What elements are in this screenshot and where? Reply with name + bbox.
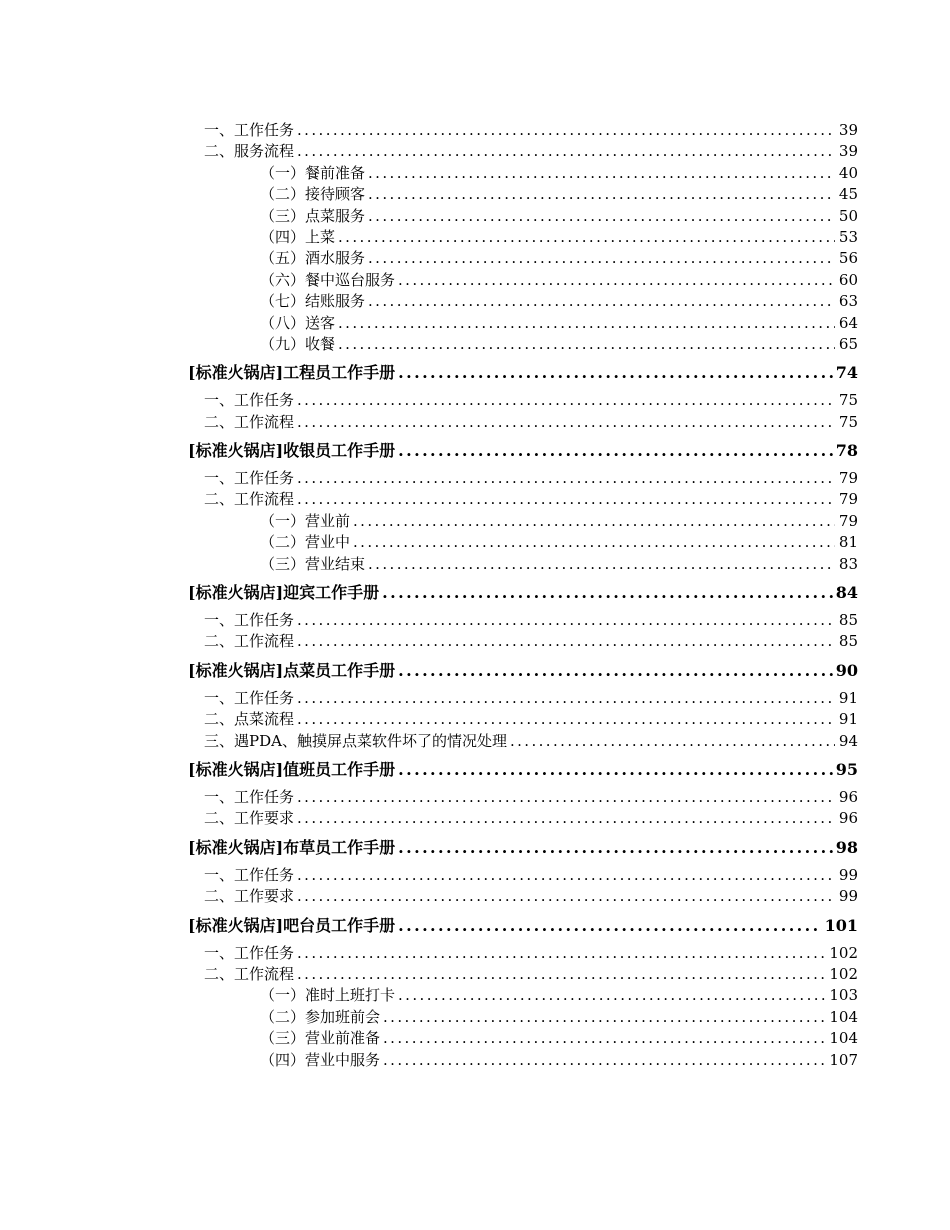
toc-entry[interactable]: [0, 247, 858, 268]
toc-entry[interactable]: [0, 389, 858, 410]
toc-dot-leader: [297, 944, 826, 962]
toc-entry-title: （一）餐前准备: [260, 163, 366, 182]
toc-entry-title: [标准火锅店]吧台员工作手册: [188, 915, 396, 935]
toc-entry-title: （二）营业中: [260, 533, 351, 552]
toc-entry[interactable]: [0, 984, 858, 1005]
toc-page-number: 103: [829, 986, 858, 1005]
toc-dot-leader: [297, 809, 835, 827]
toc-dot-leader: [398, 271, 835, 289]
toc-page-number: 75: [838, 391, 858, 410]
toc-entry[interactable]: [0, 1049, 858, 1070]
toc-entry-title: （一）营业前: [260, 511, 351, 530]
toc-entry[interactable]: [0, 119, 858, 140]
toc-entry[interactable]: [0, 269, 858, 290]
toc-entry[interactable]: [0, 553, 858, 574]
toc-dot-leader: [398, 661, 833, 680]
toc-entry[interactable]: [0, 162, 858, 183]
toc-entry[interactable]: [0, 467, 858, 488]
toc-dot-leader: [368, 249, 835, 267]
toc-page-number: 79: [838, 511, 858, 530]
toc-dot-leader: [297, 788, 835, 806]
toc-entry[interactable]: [0, 730, 858, 751]
toc-entry-title: [标准火锅店]布草员工作手册: [188, 837, 396, 857]
toc-dot-leader: [368, 164, 835, 182]
toc-page-number: 91: [838, 688, 858, 707]
toc-entry-title: （三）营业前准备: [260, 1029, 381, 1048]
toc-entry[interactable]: [0, 687, 858, 708]
toc-entry-title: [标准火锅店]值班员工作手册: [188, 759, 396, 779]
toc-entry-title: （四）上菜: [260, 227, 336, 246]
toc-dot-leader: [297, 490, 835, 508]
toc-page-number: 53: [838, 227, 858, 246]
toc-entry[interactable]: [0, 290, 858, 311]
toc-page-number: 102: [829, 943, 858, 962]
toc-entry[interactable]: [0, 963, 858, 984]
toc-page-number: 104: [829, 1029, 858, 1048]
toc-chapter-entry[interactable]: [0, 757, 858, 781]
toc-dot-leader: [383, 1008, 826, 1026]
toc-dot-leader: [398, 916, 821, 935]
toc-entry-title: 二、工作流程: [204, 964, 295, 983]
toc-entry-title: （九）收餐: [260, 334, 336, 353]
toc-entry-title: [标准火锅店]收银员工作手册: [188, 441, 396, 461]
toc-page-number: 45: [838, 185, 858, 204]
toc-entry[interactable]: [0, 1027, 858, 1048]
toc-entry[interactable]: [0, 786, 858, 807]
toc-dot-leader: [368, 555, 835, 573]
toc-page-number: 85: [838, 632, 858, 651]
toc-page-number: 84: [835, 583, 858, 603]
toc-entry-title: 二、工作流程: [204, 632, 295, 651]
toc-page-number: 94: [838, 731, 858, 750]
toc-page-number: 64: [838, 313, 858, 332]
toc-dot-leader: [297, 611, 835, 629]
toc-page-number: 79: [838, 469, 858, 488]
toc-entry-title: [标准火锅店]点菜员工作手册: [188, 660, 396, 680]
toc-entry[interactable]: [0, 205, 858, 226]
toc-chapter-entry[interactable]: [0, 580, 858, 604]
toc-dot-leader: [297, 413, 835, 431]
toc-entry-title: （二）接待顾客: [260, 185, 366, 204]
toc-dot-leader: [297, 710, 835, 728]
toc-dot-leader: [297, 689, 835, 707]
toc-entry-title: [标准火锅店]工程员工作手册: [188, 363, 396, 383]
toc-entry[interactable]: [0, 885, 858, 906]
toc-page-number: 102: [829, 964, 858, 983]
toc-entry-title: 二、点菜流程: [204, 710, 295, 729]
toc-dot-leader: [383, 1051, 826, 1069]
toc-chapter-entry[interactable]: [0, 835, 858, 859]
toc-page-number: 96: [838, 787, 858, 806]
toc-entry-title: 一、工作任务: [204, 865, 295, 884]
toc-entry-title: 一、工作任务: [204, 391, 295, 410]
toc-entry-title: （四）营业中服务: [260, 1050, 381, 1069]
toc-dot-leader: [398, 838, 833, 857]
toc-dot-leader: [398, 760, 833, 779]
toc-entry-title: （三）营业结束: [260, 554, 366, 573]
toc-chapter-entry[interactable]: [0, 438, 858, 462]
toc-dot-leader: [383, 1029, 826, 1047]
toc-entry[interactable]: [0, 140, 858, 161]
toc-entry-title: 二、工作流程: [204, 412, 295, 431]
toc-page-number: 81: [838, 533, 858, 552]
toc-entry[interactable]: [0, 226, 858, 247]
toc-entry-title: 一、工作任务: [204, 469, 295, 488]
toc-entry-title: 二、工作要求: [204, 809, 295, 828]
toc-page-number: 63: [838, 292, 858, 311]
toc-page-number: 96: [838, 809, 858, 828]
toc-entry[interactable]: [0, 488, 858, 509]
toc-page-number: 90: [835, 660, 858, 680]
toc-dot-leader: [510, 732, 835, 750]
toc-dot-leader: [353, 533, 835, 551]
toc-dot-leader: [297, 965, 826, 983]
toc-chapter-entry[interactable]: [0, 913, 858, 937]
toc-page-number: 85: [838, 611, 858, 630]
toc-page-number: 91: [838, 710, 858, 729]
toc-entry[interactable]: [0, 312, 858, 333]
toc-dot-leader: [297, 142, 835, 160]
toc-page-number: 60: [838, 270, 858, 289]
toc-entry-title: 一、工作任务: [204, 611, 295, 630]
toc-page-number: 39: [838, 121, 858, 139]
toc-page-number: 40: [838, 163, 858, 182]
toc-entry-title: 二、工作要求: [204, 887, 295, 906]
toc-page-number: 50: [838, 206, 858, 225]
toc-chapter-entry[interactable]: [0, 360, 858, 384]
toc-entry-title: 一、工作任务: [204, 787, 295, 806]
toc-dot-leader: [297, 866, 835, 884]
toc-entry-title: （二）参加班前会: [260, 1007, 381, 1026]
toc-entry-title: （八）送客: [260, 313, 336, 332]
toc-entry[interactable]: [0, 531, 858, 552]
toc-entry-title: （七）结账服务: [260, 292, 366, 311]
toc-page-number: 78: [835, 441, 858, 461]
toc-entry[interactable]: [0, 942, 858, 963]
toc-entry[interactable]: [0, 510, 858, 531]
toc-entry-title: 三、遇PDA、触摸屏点菜软件坏了的情况处理: [204, 731, 507, 750]
toc-entry-title: 一、工作任务: [204, 121, 295, 139]
toc-page-number: 101: [824, 915, 858, 935]
toc-dot-leader: [368, 185, 835, 203]
toc-entry[interactable]: [0, 333, 858, 354]
toc-entry-title: 二、工作流程: [204, 490, 295, 509]
toc-entry[interactable]: [0, 1006, 858, 1027]
toc-entry[interactable]: [0, 183, 858, 204]
toc-entry[interactable]: [0, 864, 858, 885]
toc-dot-leader: [368, 292, 835, 310]
toc-page-number: 99: [838, 887, 858, 906]
toc-entry-title: 一、工作任务: [204, 688, 295, 707]
toc-entry-title: 一、工作任务: [204, 943, 295, 962]
toc-dot-leader: [338, 314, 835, 332]
toc-page-number: 65: [838, 334, 858, 353]
toc-dot-leader: [297, 887, 835, 905]
toc-dot-leader: [297, 391, 835, 409]
toc-entry[interactable]: [0, 807, 858, 828]
toc-entry-title: （六）餐中巡台服务: [260, 270, 396, 289]
toc-dot-leader: [398, 986, 826, 1004]
toc-page-number: 39: [838, 142, 858, 161]
toc-page-number: 99: [838, 865, 858, 884]
toc-chapter-entry[interactable]: [0, 658, 858, 682]
toc-entry-title: [标准火锅店]迎宾工作手册: [188, 583, 380, 603]
toc-page-number: 79: [838, 490, 858, 509]
toc-entry-title: （三）点菜服务: [260, 206, 366, 225]
toc-page-number: 74: [835, 363, 858, 383]
toc-entry[interactable]: [0, 609, 858, 630]
table-of-contents: [0, 119, 950, 1070]
toc-dot-leader: [338, 335, 835, 353]
toc-page-number: 107: [829, 1050, 858, 1069]
toc-page-number: 104: [829, 1007, 858, 1026]
toc-entry[interactable]: [0, 630, 858, 651]
toc-dot-leader: [297, 121, 835, 139]
toc-page-number: 75: [838, 412, 858, 431]
toc-dot-leader: [297, 469, 835, 487]
toc-entry[interactable]: [0, 708, 858, 729]
toc-page-number: 83: [838, 554, 858, 573]
toc-dot-leader: [353, 512, 835, 530]
toc-page-number: 98: [835, 837, 858, 857]
toc-entry-title: （一）准时上班打卡: [260, 986, 396, 1005]
toc-entry-title: 二、服务流程: [204, 142, 295, 161]
toc-dot-leader: [382, 583, 833, 602]
toc-entry-title: （五）酒水服务: [260, 249, 366, 268]
toc-dot-leader: [398, 363, 833, 382]
toc-entry[interactable]: [0, 411, 858, 432]
toc-page-number: 95: [835, 759, 858, 779]
toc-dot-leader: [368, 207, 835, 225]
toc-dot-leader: [398, 441, 833, 460]
toc-dot-leader: [338, 228, 835, 246]
toc-dot-leader: [297, 632, 835, 650]
toc-page-number: 56: [838, 249, 858, 268]
